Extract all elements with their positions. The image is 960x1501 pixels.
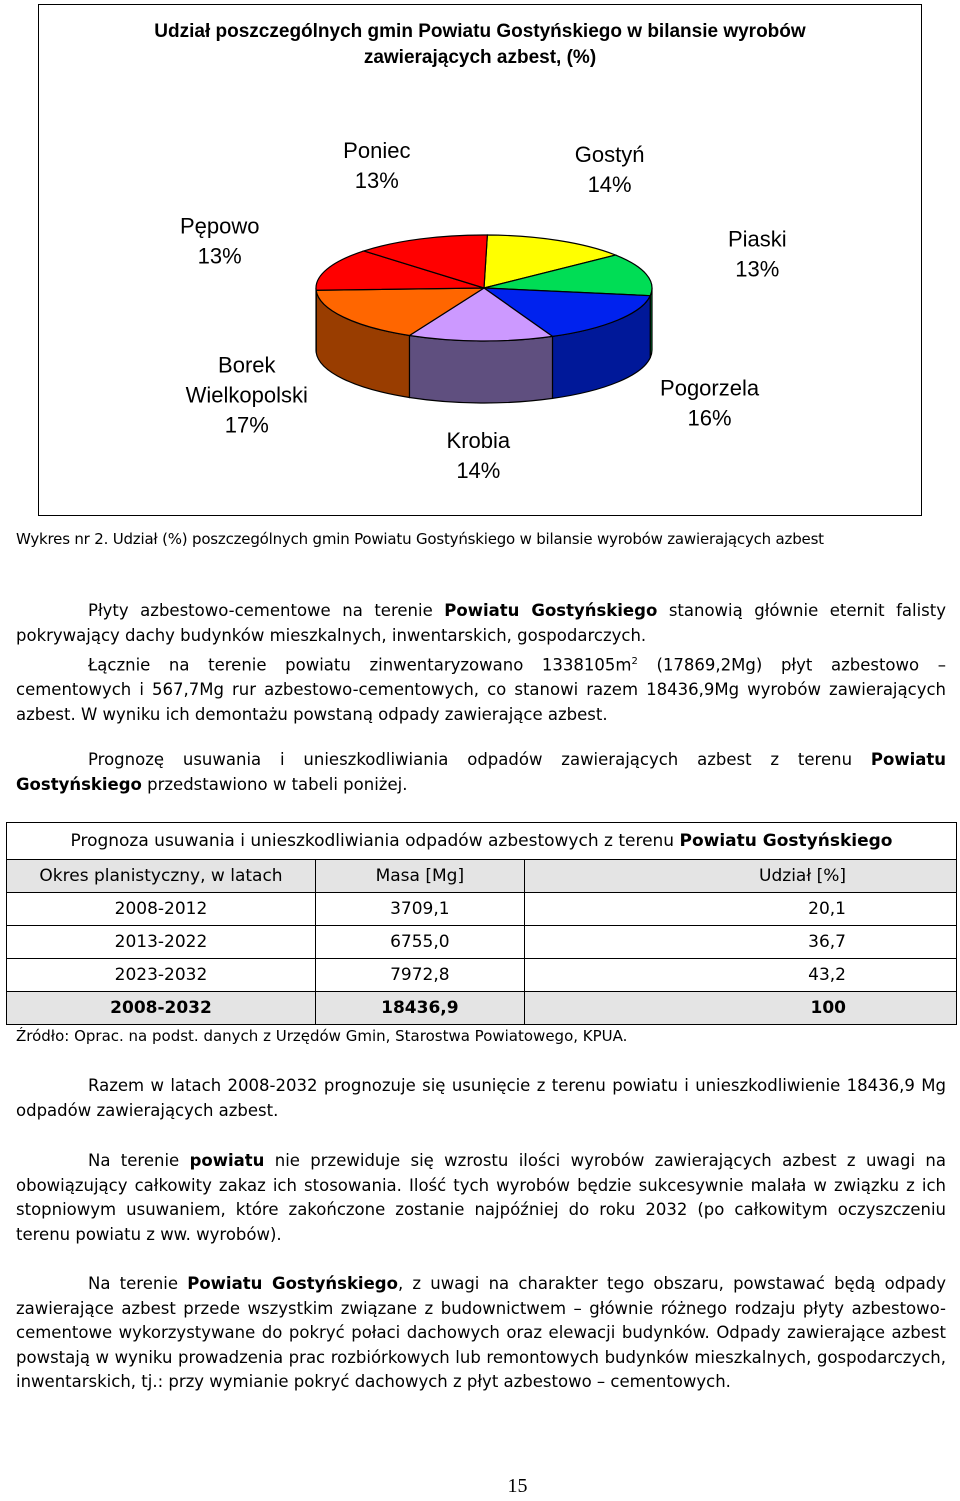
table-header-share: Udział [%] — [524, 860, 956, 893]
table-header-row — [7, 860, 957, 893]
table-row: 2008-2012 3709,1 20,1 — [7, 893, 957, 926]
table-caption-row — [7, 823, 957, 860]
table-total-row: 2008-2032 18436,9 100 — [7, 992, 957, 1025]
paragraph-1: Płyty azbestowo-cementowe na terenie Powiatu Gostyńskiego stanowią głównie eternit falisty pokrywający dachy budynków mieszkalnych, inwentarskich, gospodarczych. — [16, 601, 946, 645]
table-header-mass: Masa [Mg] — [316, 860, 525, 893]
paragraph-5: Na terenie powiatu nie przewiduje się wzrostu ilości wyrobów zawierających azbest z uwagi na obowiązujący całkowity zakaz ich stosowania. Ilość tych wyrobów będzie sukcesywnie malała w związku z ich stopniowym usuwaniem, które zakończone zostanie najpóźniej do roku 2032 (po całkowitym oczyszczeniu terenu powiatu z ww. wyrobów). — [16, 1151, 946, 1244]
pie-slice-side — [409, 335, 552, 403]
forecast-table — [6, 822, 957, 1025]
table-caption: Prognoza usuwania i unieszkodliwiania odpadów azbestowych z terenu Powiatu Gostyńskiego — [7, 823, 957, 860]
chart-title-line-1: Udział poszczególnych gmin Powiatu Gostyńskiego w bilansie wyrobów — [154, 21, 806, 42]
pie-label: Krobia 14% — [446, 428, 511, 484]
pie-label: Pępowo 13% — [179, 213, 260, 269]
table-header-period: Okres planistyczny, w latach — [7, 860, 316, 893]
pie-label: Piaski 13% — [727, 226, 787, 282]
pie-label: Borek Wielkopolski 17% — [185, 352, 308, 438]
page-number: 15 — [507, 1475, 528, 1497]
table-source: Źródło: Oprac. na podst. danych z Urzędów Gmin, Starostwa Powiatowego, KPUA. — [16, 1027, 628, 1045]
paragraph-3: Prognozę usuwania i unieszkodliwiania odpadów zawierających azbest z terenu Powiatu Gostyńskiego przedstawiono w tabeli poniżej. — [16, 750, 946, 794]
paragraph-6: Na terenie Powiatu Gostyńskiego, z uwagi na charakter tego obszaru, powstawać będą odpady zawierające azbest przede wszystkim związane z budownictwem – głównie różnego rodzaju płyty azbestowo-cementowe wykorzystywane do pokryć połaci dachowych oraz elewacji budynków. Odpady zawierające azbest powstają w wyniku prowadzenia prac rozbiórkowych lub remontowych budynków mieszkalnych, gospodarczych, inwentarskich, tj.: przy wymianie pokryć dachowych z płyt azbestowo – cementowych. — [16, 1274, 946, 1391]
pie-chart — [39, 5, 921, 515]
pie-label: Poniec 13% — [343, 137, 411, 193]
table-row: 2013-2022 6755,0 36,7 — [7, 926, 957, 959]
paragraph-2: Łącznie na terenie powiatu zinwentaryzowano $1338105m^2$ (17869,2Mg) płyt azbestowo – cementowych i 567,7Mg rur azbestowo-cementowych, co stanowi razem 18436,9Mg wyrobów zawierających azbest. W wyniku ich demontażu powstaną odpady zawierające azbest. — [16, 655, 946, 724]
pie-label: Gostyń 14% — [574, 141, 645, 197]
table-row: 2023-2032 7972,8 43,2 — [7, 959, 957, 992]
paragraph-4: Razem w latach 2008-2032 prognozuje się usunięcie z terenu powiatu i unieszkodliwienie 18436,9 Mg odpadów zawierających azbest. — [16, 1076, 946, 1120]
chart-title-line-2: zawierających azbest, (%) — [363, 47, 597, 68]
chart-frame — [38, 4, 922, 516]
pie-label: Pogorzela 16% — [660, 375, 760, 431]
figure-caption: Wykres nr 2. Udział (%) poszczególnych gmin Powiatu Gostyńskiego w bilansie wyrobów zawierających azbest — [16, 530, 824, 548]
